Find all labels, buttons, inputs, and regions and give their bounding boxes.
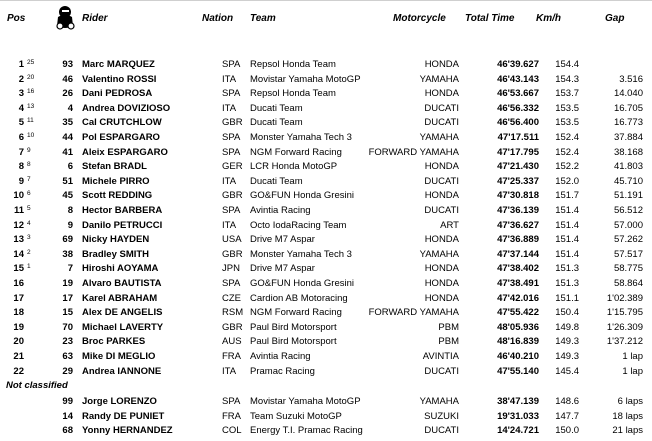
cell-total-time: 47'36.139 [497,205,539,216]
cell-speed-kmh: 153.5 [555,103,579,114]
cell-motorcycle: DUCATI [424,425,459,436]
table-row [0,87,652,101]
cell-position: 13 [13,234,24,245]
cell-nation: COL [222,425,242,436]
cell-total-time: 47'30.818 [497,190,539,201]
cell-points: 10 [27,132,35,139]
cell-motorcycle: FORWARD YAMAHA [368,307,459,318]
cell-team-name: Paul Bird Motorsport [250,336,337,347]
cell-position: 18 [13,307,24,318]
cell-position: 4 [18,103,24,114]
cell-rider-name: Nicky HAYDEN [82,234,150,245]
table-row [0,73,652,87]
cell-total-time: 46'56.400 [497,117,539,128]
cell-total-time: 46'53.667 [497,88,539,99]
cell-gap: 58.775 [613,263,643,274]
cell-speed-kmh: 154.4 [555,59,579,70]
cell-speed-kmh: 151.7 [555,190,579,201]
cell-rider-name: Jorge LORENZO [82,396,157,407]
not-classified-heading: Not classified [6,380,68,391]
cell-rider-name: Marc MARQUEZ [82,59,155,70]
table-row [0,335,652,349]
cell-team-name: Ducati Team [250,103,303,114]
cell-gap: 1 lap [622,351,643,362]
cell-rider-name: Danilo PETRUCCI [82,220,163,231]
cell-speed-kmh: 148.6 [555,396,579,407]
cell-bike-number: 46 [62,74,73,85]
cell-rider-name: Bradley SMITH [82,249,150,260]
cell-motorcycle: YAMAHA [419,132,459,143]
cell-nation: GBR [222,322,243,333]
cell-gap: 1 lap [622,366,643,377]
cell-speed-kmh: 149.8 [555,322,579,333]
cell-rider-name: Michael LAVERTY [82,322,164,333]
cell-total-time: 47'42.016 [497,293,539,304]
cell-motorcycle: DUCATI [424,117,459,128]
cell-speed-kmh: 153.7 [555,88,579,99]
cell-total-time: 46'43.143 [497,74,539,85]
cell-motorcycle: YAMAHA [419,396,459,407]
cell-bike-number: 19 [62,278,73,289]
cell-speed-kmh: 151.4 [555,220,579,231]
table-row [0,262,652,276]
cell-team-name: Energy T.I. Pramac Racing [250,425,363,436]
header-motorcycle: Motorcycle [393,13,446,24]
cell-position: 7 [18,147,24,158]
cell-speed-kmh: 152.4 [555,147,579,158]
header-team: Team [250,13,276,24]
cell-speed-kmh: 151.4 [555,234,579,245]
cell-speed-kmh: 151.3 [555,278,579,289]
table-row [0,204,652,218]
cell-bike-number: 68 [62,425,73,436]
cell-position: 20 [13,336,24,347]
cell-total-time: 38'47.139 [497,396,539,407]
cell-gap: 45.710 [613,176,643,187]
cell-bike-number: 15 [62,307,73,318]
cell-gap: 14.040 [613,88,643,99]
table-row [0,233,652,247]
cell-speed-kmh: 147.7 [555,411,579,422]
cell-bike-number: 23 [62,336,73,347]
cell-nation: AUS [222,336,242,347]
cell-speed-kmh: 151.1 [555,293,579,304]
cell-total-time: 14'24.721 [497,425,539,436]
cell-rider-name: Mike DI MEGLIO [82,351,156,362]
cell-rider-name: Valentino ROSSI [82,74,157,85]
cell-speed-kmh: 152.2 [555,161,579,172]
cell-points: 6 [27,190,31,197]
cell-bike-number: 69 [62,234,73,245]
cell-motorcycle: DUCATI [424,176,459,187]
cell-speed-kmh: 152.0 [555,176,579,187]
cell-position: 16 [13,278,24,289]
cell-position: 3 [18,88,24,99]
cell-gap: 21 laps [612,425,643,436]
cell-bike-number: 7 [67,263,73,274]
cell-gap: 1'37.212 [606,336,643,347]
cell-total-time: 47'37.144 [497,249,539,260]
cell-nation: SPA [222,59,241,70]
cell-position: 19 [13,322,24,333]
cell-rider-name: Alex DE ANGELIS [82,307,163,318]
cell-gap: 41.803 [613,161,643,172]
cell-gap: 1'26.309 [606,322,643,333]
cell-nation: FRA [222,351,241,362]
cell-team-name: Cardion AB Motoracing [250,293,348,304]
cell-rider-name: Hector BARBERA [82,205,163,216]
cell-motorcycle: HONDA [424,263,459,274]
header-total-time: Total Time [465,13,515,24]
cell-motorcycle: HONDA [424,278,459,289]
header-pos: Pos [7,13,26,24]
cell-rider-name: Hiroshi AOYAMA [82,263,159,274]
cell-position: 11 [13,205,24,216]
table-row [0,292,652,306]
cell-motorcycle: PBM [438,322,459,333]
cell-motorcycle: AVINTIA [422,351,459,362]
cell-nation: SPA [222,88,241,99]
cell-gap: 58.864 [613,278,643,289]
cell-gap: 6 laps [617,396,643,407]
header-kmh: Km/h [536,13,561,24]
cell-position: 21 [13,351,24,362]
cell-bike-number: 35 [62,117,73,128]
cell-rider-name: Michele PIRRO [82,176,150,187]
cell-rider-name: Randy DE PUNIET [82,411,165,422]
cell-total-time: 46'56.332 [497,103,539,114]
cell-gap: 57.262 [613,234,643,245]
cell-gap: 1'15.795 [606,307,643,318]
cell-rider-name: Stefan BRADL [82,161,147,172]
cell-team-name: GO&FUN Honda Gresini [250,190,355,201]
cell-points: 13 [27,103,35,110]
cell-nation: ITA [222,176,237,187]
cell-speed-kmh: 152.4 [555,132,579,143]
cell-points: 2 [27,249,31,256]
cell-position: 5 [18,117,24,128]
cell-team-name: Paul Bird Motorsport [250,322,337,333]
cell-nation: SPA [222,396,241,407]
cell-bike-number: 45 [62,190,73,201]
cell-position: 1 [18,59,24,70]
cell-rider-name: Karel ABRAHAM [82,293,158,304]
cell-team-name: Monster Yamaha Tech 3 [250,249,352,260]
cell-points: 8 [27,161,31,168]
cell-nation: ITA [222,103,237,114]
cell-position: 10 [13,190,24,201]
cell-gap: 57.517 [613,249,643,260]
cell-speed-kmh: 151.4 [555,249,579,260]
table-row [0,175,652,189]
cell-total-time: 46'39.627 [497,59,539,70]
table-row [0,395,652,409]
cell-bike-number: 9 [67,220,73,231]
cell-team-name: Monster Yamaha Tech 3 [250,132,352,143]
cell-gap: 3.516 [619,74,643,85]
cell-total-time: 47'21.430 [497,161,539,172]
cell-rider-name: Andrea IANNONE [82,366,162,377]
cell-total-time: 47'55.140 [497,366,539,377]
cell-nation: ITA [222,220,237,231]
cell-motorcycle: HONDA [424,161,459,172]
cell-total-time: 47'36.889 [497,234,539,245]
cell-nation: ITA [222,74,237,85]
cell-nation: SPA [222,132,241,143]
cell-team-name: Movistar Yamaha MotoGP [250,396,361,407]
cell-total-time: 48'16.839 [497,336,539,347]
cell-position: 12 [13,220,24,231]
cell-bike-number: 6 [67,161,73,172]
cell-speed-kmh: 151.4 [555,205,579,216]
cell-motorcycle: HONDA [424,88,459,99]
table-row [0,116,652,130]
cell-motorcycle: ART [440,220,459,231]
cell-team-name: Avintia Racing [250,205,311,216]
cell-team-name: Avintia Racing [250,351,311,362]
cell-total-time: 46'40.210 [497,351,539,362]
cell-position: 6 [18,132,24,143]
cell-bike-number: 14 [62,411,73,422]
table-row [0,321,652,335]
cell-total-time: 48'05.936 [497,322,539,333]
cell-motorcycle: HONDA [424,59,459,70]
table-row [0,410,652,424]
cell-gap: 37.884 [613,132,643,143]
cell-rider-name: Pol ESPARGARO [82,132,160,143]
cell-position: 14 [13,249,24,260]
cell-bike-number: 51 [62,176,73,187]
cell-bike-number: 41 [62,147,73,158]
cell-points: 7 [27,176,31,183]
cell-team-name: Ducati Team [250,117,303,128]
table-row [0,306,652,320]
cell-nation: USA [222,234,242,245]
table-row [0,365,652,379]
cell-nation: GBR [222,117,243,128]
cell-bike-number: 26 [62,88,73,99]
table-row [0,131,652,145]
table-row [0,160,652,174]
cell-total-time: 47'17.795 [497,147,539,158]
cell-nation: RSM [222,307,244,318]
cell-speed-kmh: 149.3 [555,336,579,347]
cell-points: 11 [27,117,34,124]
cell-rider-name: Scott REDDING [82,190,153,201]
cell-motorcycle: DUCATI [424,205,459,216]
cell-bike-number: 93 [62,59,73,70]
cell-rider-name: Broc PARKES [82,336,146,347]
cell-motorcycle: YAMAHA [419,249,459,260]
cell-bike-number: 29 [62,366,73,377]
cell-rider-name: Alvaro BAUTISTA [82,278,162,289]
cell-nation: ITA [222,366,237,377]
cell-points: 20 [27,74,35,81]
cell-position: 22 [13,366,24,377]
cell-nation: GER [222,161,243,172]
cell-total-time: 47'25.337 [497,176,539,187]
table-row [0,350,652,364]
cell-speed-kmh: 154.3 [555,74,579,85]
cell-rider-name: Yonny HERNANDEZ [82,425,173,436]
cell-team-name: Movistar Yamaha MotoGP [250,74,361,85]
cell-nation: SPA [222,205,241,216]
table-row [0,102,652,116]
cell-points: 9 [27,147,31,154]
cell-points: 1 [27,263,31,270]
cell-motorcycle: DUCATI [424,103,459,114]
table-row [0,146,652,160]
cell-total-time: 19'31.033 [497,411,539,422]
cell-bike-number: 44 [62,132,73,143]
cell-position: 2 [18,74,24,85]
cell-nation: CZE [222,293,241,304]
cell-motorcycle: SUZUKI [424,411,459,422]
cell-gap: 18 laps [612,411,643,422]
header-nation: Nation [202,13,234,24]
cell-speed-kmh: 151.3 [555,263,579,274]
table-row [0,248,652,262]
cell-motorcycle: HONDA [424,190,459,201]
cell-team-name: NGM Forward Racing [250,147,342,158]
cell-motorcycle: PBM [438,336,459,347]
cell-total-time: 47'17.511 [497,132,539,143]
cell-nation: SPA [222,278,241,289]
cell-team-name: Drive M7 Aspar [250,234,315,245]
cell-team-name: Ducati Team [250,176,303,187]
cell-team-name: Team Suzuki MotoGP [250,411,342,422]
cell-gap: 16.773 [613,117,643,128]
cell-team-name: LCR Honda MotoGP [250,161,338,172]
cell-team-name: GO&FUN Honda Gresini [250,278,355,289]
table-row [0,58,652,72]
cell-nation: GBR [222,249,243,260]
cell-gap: 51.191 [613,190,643,201]
cell-bike-number: 4 [67,103,73,114]
header-gap: Gap [605,13,625,24]
cell-speed-kmh: 149.3 [555,351,579,362]
cell-motorcycle: FORWARD YAMAHA [368,147,459,158]
cell-team-name: Repsol Honda Team [250,88,336,99]
cell-nation: GBR [222,190,243,201]
cell-points: 3 [27,234,31,241]
cell-points: 25 [27,59,35,66]
cell-bike-number: 17 [62,293,73,304]
cell-motorcycle: HONDA [424,234,459,245]
cell-speed-kmh: 145.4 [555,366,579,377]
cell-bike-number: 38 [62,249,73,260]
cell-motorcycle: YAMAHA [419,74,459,85]
cell-rider-name: Cal CRUTCHLOW [82,117,162,128]
cell-speed-kmh: 150.4 [555,307,579,318]
cell-total-time: 47'38.491 [497,278,539,289]
cell-gap: 56.512 [613,205,643,216]
cell-motorcycle: HONDA [424,293,459,304]
table-row [0,219,652,233]
header-rider: Rider [82,13,108,24]
cell-speed-kmh: 153.5 [555,117,579,128]
cell-position: 8 [18,161,24,172]
cell-speed-kmh: 150.0 [555,425,579,436]
cell-bike-number: 70 [62,322,73,333]
table-row [0,424,652,438]
cell-nation: FRA [222,411,241,422]
cell-position: 15 [13,263,24,274]
cell-nation: SPA [222,147,241,158]
table-row [0,189,652,203]
cell-points: 16 [27,88,35,95]
cell-bike-number: 63 [62,351,73,362]
cell-gap: 1'02.389 [606,293,643,304]
cell-gap: 16.705 [613,103,643,114]
cell-bike-number: 99 [62,396,73,407]
cell-motorcycle: DUCATI [424,366,459,377]
cell-gap: 57.000 [613,220,643,231]
cell-rider-name: Dani PEDROSA [82,88,153,99]
cell-rider-name: Aleix ESPARGARO [82,147,168,158]
cell-position: 9 [18,176,24,187]
cell-team-name: Repsol Honda Team [250,59,336,70]
cell-team-name: Octo IodaRacing Team [250,220,347,231]
cell-gap: 38.168 [613,147,643,158]
cell-team-name: NGM Forward Racing [250,307,342,318]
cell-position: 17 [13,293,24,304]
cell-total-time: 47'36.627 [497,220,539,231]
cell-team-name: Pramac Racing [250,366,315,377]
cell-points: 5 [27,205,31,212]
cell-team-name: Drive M7 Aspar [250,263,315,274]
cell-nation: JPN [222,263,240,274]
cell-total-time: 47'38.402 [497,263,539,274]
cell-total-time: 47'55.422 [497,307,539,318]
table-row [0,277,652,291]
cell-rider-name: Andrea DOVIZIOSO [82,103,171,114]
cell-points: 4 [27,220,31,227]
cell-bike-number: 8 [67,205,73,216]
